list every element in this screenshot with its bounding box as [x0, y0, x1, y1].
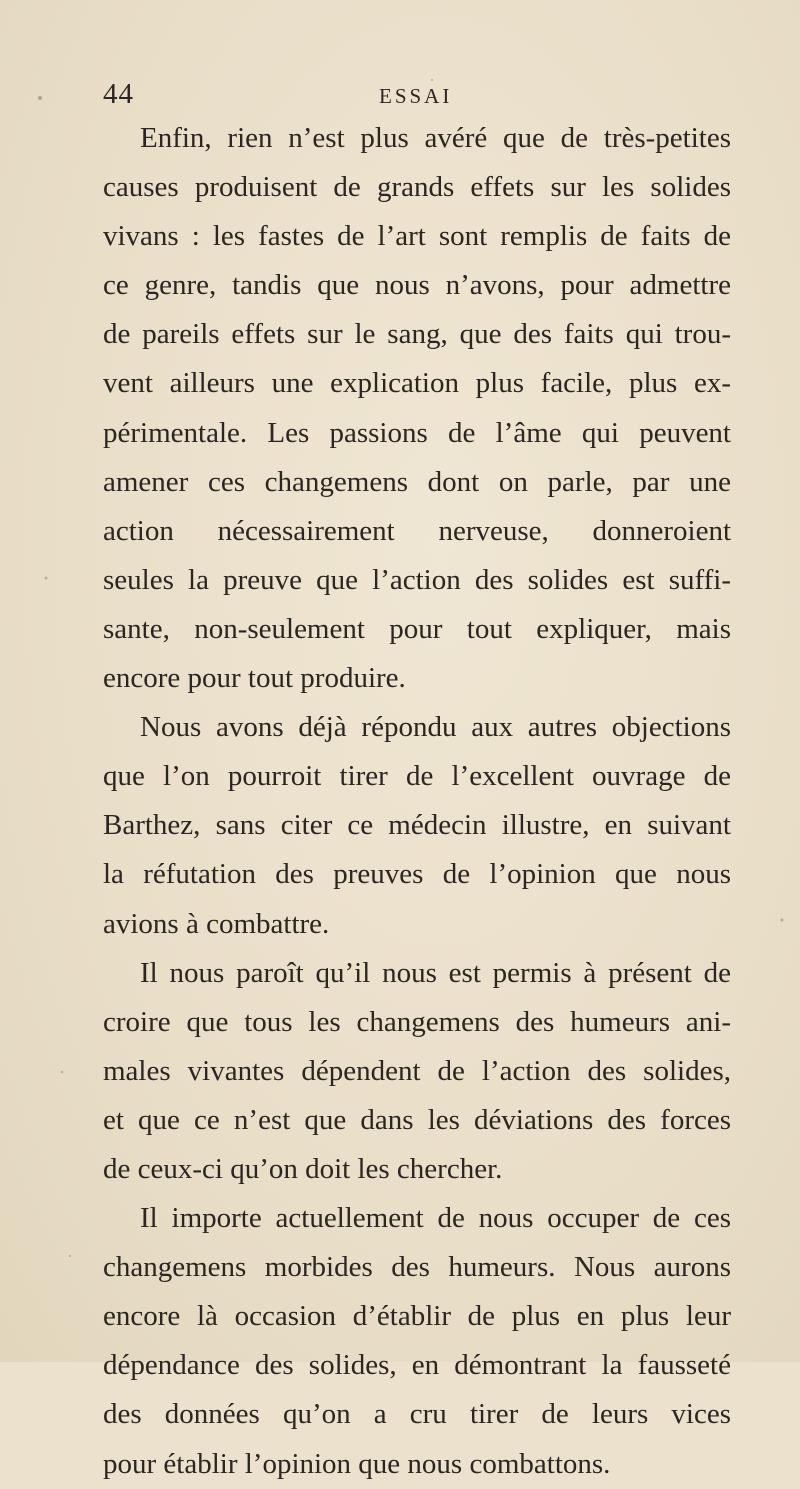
paragraph-3 [103, 949, 731, 1194]
text-line: Barthez, sans citer ce médecin illustre, en suivant [103, 809, 731, 842]
text-line: que l’on pourroit tirer de l’excellent ouvrage de [103, 760, 731, 793]
text-line: changemens morbides des humeurs. Nous aurons [103, 1251, 731, 1284]
text-line: encore pour tout produire. [103, 662, 406, 695]
text-line: sante, non-seulement pour tout expliquer, mais [103, 612, 731, 645]
text-line: amener ces changemens dont on parle, par une [103, 465, 731, 498]
text-line: Il nous paroît qu’il nous est permis à présent de [140, 956, 731, 989]
text-line: seules la preuve que l’action des solides est suffi- [103, 563, 731, 596]
paragraph-1 [103, 114, 731, 703]
text-line: action nécessairement nerveuse, donneroient [103, 514, 731, 547]
text-line: la réfutation des preuves de l’opinion que nous [103, 858, 731, 891]
page-header [103, 78, 703, 118]
text-line: males vivantes dépendent de l’action des solides, [103, 1054, 731, 1087]
text-line: avions à combattre. [103, 907, 330, 940]
text-line: Nous avons déjà répondu aux autres objections [140, 711, 731, 744]
text-line: pour établir l’opinion que nous combattons. [103, 1447, 611, 1480]
text-line: et que ce n’est que dans les déviations des forces [103, 1103, 731, 1136]
paragraph-2 [103, 703, 731, 948]
text-line: des données qu’on a cru tirer de leurs vices [103, 1398, 731, 1431]
body-text [103, 114, 731, 1489]
text-line: ce genre, tandis que nous n’avons, pour admettre [103, 269, 731, 302]
text-line: dépendance des solides, en démontrant la fausseté [103, 1349, 731, 1382]
text-line: de pareils effets sur le sang, que des faits qui trou- [103, 318, 731, 351]
text-line: de ceux-ci qu’on doit les chercher. [103, 1152, 503, 1185]
text-line: Enfin, rien n’est plus avéré que de très-petites [140, 122, 731, 154]
paragraph-4 [103, 1194, 731, 1489]
text-line: périmentale. Les passions de l’âme qui peuvent [103, 416, 731, 449]
running-head: ESSAI [379, 84, 453, 108]
text-line: vivans : les fastes de l’art sont remplis de faits de [103, 220, 731, 253]
text-line: Il importe actuellement de nous occuper de ces [140, 1202, 731, 1235]
text-line: vent ailleurs une explication plus facile, plus ex- [103, 367, 731, 400]
text-line: causes produisent de grands effets sur les solides [103, 171, 731, 204]
text-line: croire que tous les changemens des humeurs ani- [103, 1005, 731, 1038]
text-line: encore là occasion d’établir de plus en plus leur [103, 1300, 731, 1333]
page-number: 44 [103, 78, 134, 110]
